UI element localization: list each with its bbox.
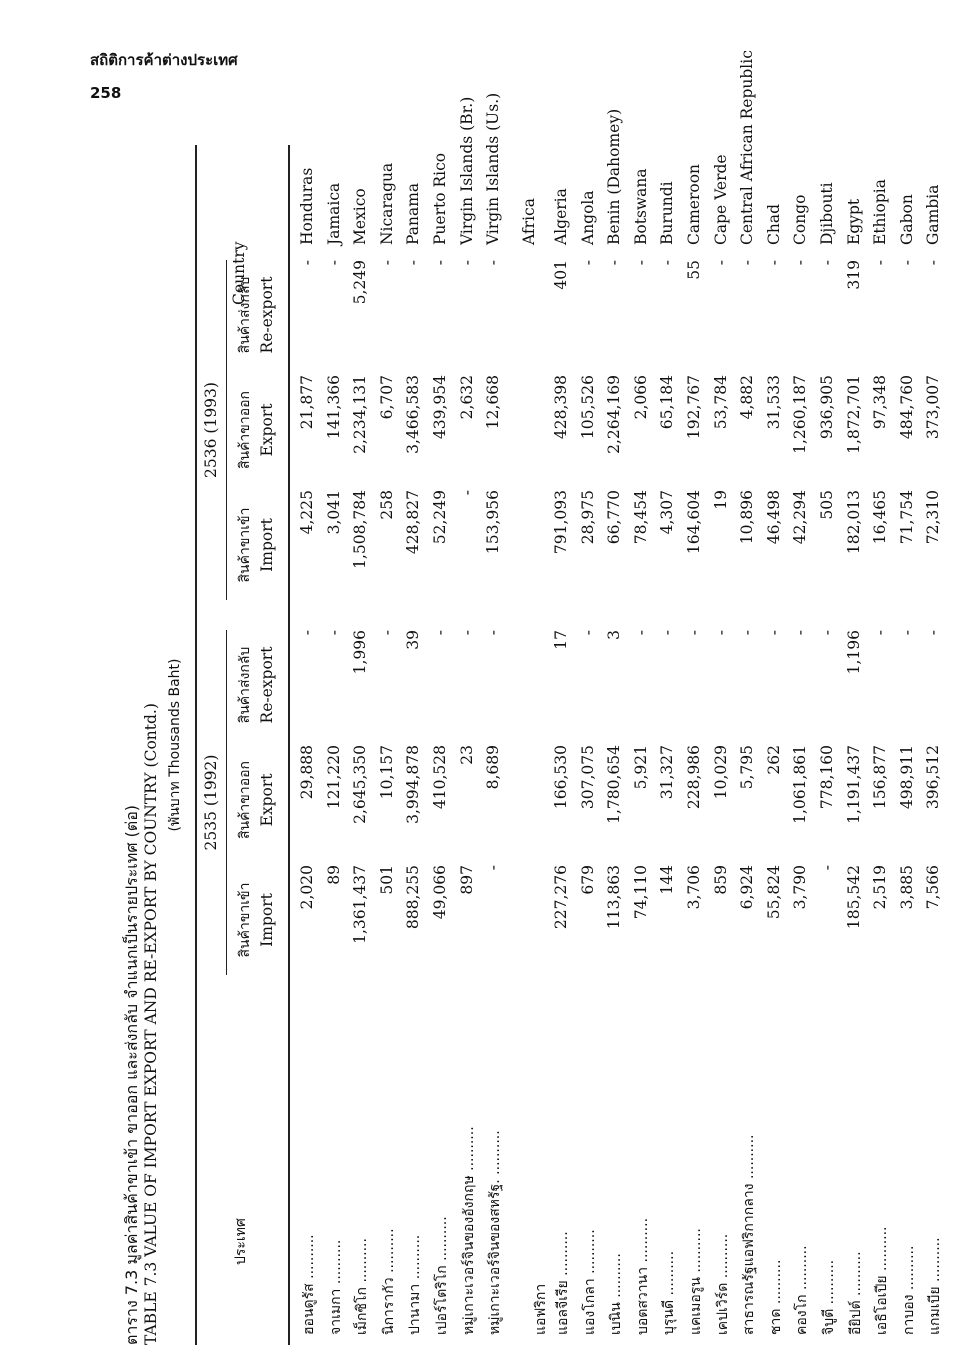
table-cell: - bbox=[377, 260, 396, 266]
country-english-name: Benin (Dahomey) bbox=[605, 108, 624, 245]
table-cell: 1,361,437 bbox=[351, 865, 370, 944]
header-import-thai-1993: สินค้าขาเข้า bbox=[237, 507, 253, 583]
table-cell: 182,013 bbox=[844, 490, 863, 555]
country-thai-name: ชาด .......... bbox=[767, 1259, 784, 1335]
table-cell: 10,896 bbox=[738, 490, 757, 545]
table-cell: 396,512 bbox=[924, 745, 943, 810]
table-cell: - bbox=[685, 630, 703, 636]
table-cell: - bbox=[298, 260, 316, 266]
table-cell: 5,795 bbox=[738, 745, 757, 790]
country-thai-name: หมู่เกาะเวอร์จินของสหรัฐ. .......... bbox=[487, 1130, 504, 1335]
country-thai-name: นิการากัว .......... bbox=[380, 1228, 397, 1335]
table-cell: - bbox=[764, 260, 783, 266]
country-thai-name: แคเมอรูน .......... bbox=[688, 1228, 704, 1335]
table-cell: - bbox=[457, 490, 476, 496]
table-cell: 72,310 bbox=[924, 490, 943, 545]
country-english-name: Cape Verde bbox=[711, 154, 730, 245]
country-thai-name: เคปเวิร์ด .......... bbox=[714, 1233, 731, 1335]
section-africa-thai: แอฟริกา bbox=[533, 1283, 549, 1335]
table-cell: - bbox=[764, 630, 783, 636]
country-english-name: Virgin Islands (Us.) bbox=[484, 92, 503, 245]
rule-1993 bbox=[226, 260, 227, 600]
table-cell: 192,767 bbox=[685, 375, 703, 440]
country-english-name: Mexico bbox=[351, 188, 370, 245]
table-cell: - bbox=[791, 630, 810, 636]
table-cell: 16,465 bbox=[871, 490, 890, 545]
top-rule bbox=[195, 145, 197, 1345]
table-cell: 10,157 bbox=[377, 745, 396, 800]
table-cell: 2,632 bbox=[457, 375, 476, 420]
table-cell: 156,877 bbox=[871, 745, 890, 810]
header-year-1992: 2535 (1992) bbox=[202, 754, 220, 851]
table-cell: 778,160 bbox=[818, 745, 836, 810]
table-cell: - bbox=[897, 260, 916, 266]
table-cell: 31,327 bbox=[658, 745, 677, 800]
table-cell: 3,790 bbox=[791, 865, 810, 910]
header-import-en-1992: Import bbox=[258, 893, 276, 947]
table-cell: 227,276 bbox=[552, 865, 570, 930]
header-import-thai-1992: สินค้าขาเข้า bbox=[237, 882, 253, 958]
table-cell: 23 bbox=[457, 745, 476, 765]
country-thai-name: สาธารณรัฐแอฟริกากลาง .......... bbox=[741, 1134, 758, 1335]
table-cell: 49,066 bbox=[431, 865, 449, 920]
table-cell: 55,824 bbox=[764, 865, 783, 920]
table-cell: 4,307 bbox=[658, 490, 677, 535]
table-cell: 2,519 bbox=[871, 865, 890, 910]
header-export-en-1992: Export bbox=[258, 773, 276, 827]
table-cell: - bbox=[658, 630, 677, 636]
table-cell: 97,348 bbox=[871, 375, 890, 430]
table-cell: 113,863 bbox=[605, 865, 624, 930]
table-cell: 141,366 bbox=[324, 375, 343, 440]
table-cell: - bbox=[324, 630, 343, 636]
table-cell: 936,905 bbox=[818, 375, 836, 440]
table-cell: 28,975 bbox=[578, 490, 597, 545]
table-cell: 2,020 bbox=[298, 865, 316, 910]
table-cell: 144 bbox=[658, 865, 677, 895]
table-cell: 3,041 bbox=[324, 490, 343, 535]
country-english-name: Virgin Islands (Br.) bbox=[457, 96, 476, 245]
table-cell: 859 bbox=[711, 865, 730, 895]
country-english-name: Gabon bbox=[897, 194, 916, 245]
table-cell: - bbox=[605, 260, 624, 266]
table-cell: 52,249 bbox=[431, 490, 449, 545]
table-cell: 3 bbox=[605, 630, 624, 640]
table-cell: 2,264,169 bbox=[605, 375, 624, 454]
country-english-name: Puerto Rico bbox=[431, 152, 449, 245]
table-cell: 410,528 bbox=[431, 745, 449, 810]
table-cell: 17 bbox=[552, 630, 570, 650]
table-cell: - bbox=[298, 630, 316, 636]
table-cell: - bbox=[791, 260, 810, 266]
table-cell: - bbox=[377, 630, 396, 636]
table-cell: 71,754 bbox=[897, 490, 916, 545]
country-english-name: Algeria bbox=[552, 188, 570, 245]
country-thai-name: เอธิโอเปีย .......... bbox=[874, 1226, 891, 1335]
table-cell: 121,220 bbox=[324, 745, 343, 810]
running-title: สถิติการค้าต่างประเทศ bbox=[90, 51, 238, 69]
country-thai-name: แอลจีเรีย .......... bbox=[555, 1231, 571, 1335]
country-thai-name: ฮอนดูรัส .......... bbox=[301, 1234, 317, 1335]
table-cell: 439,954 bbox=[431, 375, 449, 440]
country-english-name: Angola bbox=[578, 190, 597, 245]
header-reexport-en-1992: Re-export bbox=[258, 646, 276, 724]
table-cell: - bbox=[631, 260, 650, 266]
table-cell: - bbox=[578, 630, 597, 636]
country-thai-name: บอตสวานา .......... bbox=[634, 1217, 651, 1335]
table-cell: - bbox=[924, 260, 943, 266]
table-cell: 185,542 bbox=[844, 865, 863, 930]
table-cell: 3,706 bbox=[685, 865, 703, 910]
table-cell: - bbox=[711, 260, 730, 266]
table-cell: 2,066 bbox=[631, 375, 650, 420]
table-cell: 10,029 bbox=[711, 745, 730, 800]
table-cell: 1,996 bbox=[351, 630, 370, 675]
table-cell: - bbox=[897, 630, 916, 636]
table-cell: - bbox=[431, 630, 449, 636]
table-cell: - bbox=[631, 630, 650, 636]
table-cell: 74,110 bbox=[631, 865, 650, 920]
table-cell: 66,770 bbox=[605, 490, 624, 545]
table-cell: - bbox=[457, 630, 476, 636]
country-english-name: Honduras bbox=[298, 167, 316, 245]
table-cell: 307,075 bbox=[578, 745, 597, 810]
table-cell: - bbox=[578, 260, 597, 266]
table-title-thai: ตาราง 7.3 มูลค่าสินค้าขาเข้า ขาออก และส่งกลับ จำแนกเป็นรายประเทศ (ต่อ) bbox=[122, 804, 141, 1345]
table-cell: 888,255 bbox=[404, 865, 423, 930]
table-title-english: TABLE 7.3 VALUE OF IMPORT EXPORT AND RE-EXPORT BY COUNTRY (Contd.) bbox=[142, 703, 160, 1345]
table-cell: 65,184 bbox=[658, 375, 677, 430]
country-thai-name: เม็กซิโก .......... bbox=[354, 1238, 371, 1335]
table-cell: 46,498 bbox=[764, 490, 783, 545]
table-cell: 2,234,131 bbox=[351, 375, 370, 454]
country-english-name: Ethiopia bbox=[871, 179, 890, 245]
table-cell: - bbox=[457, 260, 476, 266]
table-cell: 19 bbox=[711, 490, 730, 510]
country-english-name: Gambia bbox=[924, 184, 943, 245]
table-cell: 6,924 bbox=[738, 865, 757, 910]
table-cell: - bbox=[871, 260, 890, 266]
table-cell: 505 bbox=[818, 490, 836, 520]
page-number: 258 bbox=[90, 84, 122, 102]
header-country-thai: ประเทศ bbox=[233, 1218, 249, 1265]
table-cell: 164,604 bbox=[685, 490, 703, 555]
table-cell: 166,530 bbox=[552, 745, 570, 810]
country-english-name: Egypt bbox=[844, 198, 863, 245]
table-cell: - bbox=[818, 865, 836, 871]
country-english-name: Jamaica bbox=[324, 182, 343, 245]
table-cell: 319 bbox=[844, 260, 863, 290]
table-cell: 3,994,878 bbox=[404, 745, 423, 824]
table-cell: - bbox=[738, 260, 757, 266]
table-cell: 791,093 bbox=[552, 490, 570, 555]
table-cell: 373,007 bbox=[924, 375, 943, 440]
table-cell: 1,196 bbox=[844, 630, 863, 675]
table-cell: 401 bbox=[552, 260, 570, 290]
table-cell: 1,780,654 bbox=[605, 745, 624, 824]
country-english-name: Congo bbox=[791, 194, 810, 245]
table-cell: - bbox=[711, 630, 730, 636]
table-cell: 4,225 bbox=[298, 490, 316, 535]
country-english-name: Central African Republic bbox=[738, 50, 757, 245]
country-thai-name: หมู่เกาะเวอร์จินของอังกฤษ .......... bbox=[460, 1126, 477, 1335]
country-thai-name: แองโกลา .......... bbox=[581, 1229, 598, 1335]
table-cell: - bbox=[484, 865, 503, 871]
table-cell: 7,566 bbox=[924, 865, 943, 910]
table-cell: - bbox=[818, 260, 836, 266]
header-reexport-thai-1993: สินค้าส่งกลับ bbox=[237, 276, 253, 354]
table-cell: 39 bbox=[404, 630, 423, 650]
country-thai-name: เบนิน .......... bbox=[608, 1253, 625, 1335]
table-cell: 29,888 bbox=[298, 745, 316, 800]
table-cell: 498,911 bbox=[897, 745, 916, 810]
table-cell: 12,668 bbox=[484, 375, 503, 430]
country-thai-name: คองโก .......... bbox=[794, 1245, 811, 1335]
table-cell: 4,882 bbox=[738, 375, 757, 420]
table-cell: 3,885 bbox=[897, 865, 916, 910]
table-cell: 3,466,583 bbox=[404, 375, 423, 454]
country-thai-name: จาเมกา .......... bbox=[327, 1239, 344, 1335]
header-export-en-1993: Export bbox=[258, 403, 276, 457]
table-cell: 153,956 bbox=[484, 490, 503, 555]
table-cell: 6,707 bbox=[377, 375, 396, 420]
country-thai-name: กาบอง .......... bbox=[900, 1245, 917, 1335]
header-country-english: Country bbox=[230, 241, 248, 305]
header-rule bbox=[288, 145, 290, 1345]
table-cell: 897 bbox=[457, 865, 476, 895]
table-cell: 78,454 bbox=[631, 490, 650, 545]
rule-1992 bbox=[226, 630, 227, 975]
table-cell: 679 bbox=[578, 865, 597, 895]
table-cell: - bbox=[658, 260, 677, 266]
table-cell: 258 bbox=[377, 490, 396, 520]
table-cell: - bbox=[818, 630, 836, 636]
table-cell: - bbox=[738, 630, 757, 636]
table-cell: 31,533 bbox=[764, 375, 783, 430]
country-thai-name: เปอร์โตริโก .......... bbox=[434, 1216, 450, 1335]
table-cell: - bbox=[871, 630, 890, 636]
table-cell: 1,260,187 bbox=[791, 375, 810, 454]
header-year-1993: 2536 (1993) bbox=[202, 382, 220, 478]
table-cell: 42,294 bbox=[791, 490, 810, 545]
header-reexport-en-1993: Re-export bbox=[258, 276, 276, 354]
table-cell: 228,986 bbox=[685, 745, 703, 810]
table-cell: 5,249 bbox=[351, 260, 370, 305]
country-thai-name: ปานามา .......... bbox=[407, 1234, 424, 1335]
country-thai-name: จิบูตี .......... bbox=[821, 1259, 837, 1335]
table-cell: 8,689 bbox=[484, 745, 503, 790]
header-export-thai-1993: สินค้าขาออก bbox=[237, 390, 253, 470]
header-import-en-1993: Import bbox=[258, 518, 276, 572]
table-cell: 1,191,437 bbox=[844, 745, 863, 824]
table-cell: - bbox=[324, 260, 343, 266]
table-cell: - bbox=[484, 630, 503, 636]
country-english-name: Panama bbox=[404, 182, 423, 245]
table-cell: - bbox=[924, 630, 943, 636]
table-cell: 501 bbox=[377, 865, 396, 895]
table-cell: 2,645,350 bbox=[351, 745, 370, 824]
table-cell: - bbox=[431, 260, 449, 266]
table-cell: - bbox=[404, 260, 423, 266]
table-cell: 55 bbox=[685, 260, 703, 280]
country-english-name: Burundi bbox=[658, 181, 677, 245]
header-reexport-thai-1992: สินค้าส่งกลับ bbox=[237, 646, 253, 724]
table-cell: 53,784 bbox=[711, 375, 730, 430]
table-cell: - bbox=[484, 260, 503, 266]
table-cell: 21,877 bbox=[298, 375, 316, 430]
table-cell: 262 bbox=[764, 745, 783, 775]
table-cell: 89 bbox=[324, 865, 343, 885]
country-english-name: Djibouti bbox=[818, 182, 836, 245]
country-thai-name: อียิปต์ .......... bbox=[847, 1251, 864, 1335]
country-english-name: Chad bbox=[764, 203, 783, 245]
country-english-name: Cameroon bbox=[685, 163, 703, 245]
header-export-thai-1992: สินค้าขาออก bbox=[237, 760, 253, 840]
table-cell: 428,398 bbox=[552, 375, 570, 440]
table-cell: 1,508,784 bbox=[351, 490, 370, 569]
table-cell: 1,061,861 bbox=[791, 745, 810, 824]
country-english-name: Botswana bbox=[631, 168, 650, 245]
table-cell: 105,526 bbox=[578, 375, 597, 440]
table-cell: 428,827 bbox=[404, 490, 423, 555]
country-thai-name: บุรุนดี .......... bbox=[661, 1250, 678, 1335]
table-cell: 1,872,701 bbox=[844, 375, 863, 454]
country-thai-name: แกมเบีย .......... bbox=[927, 1237, 944, 1335]
country-english-name: Nicaragua bbox=[377, 162, 396, 245]
table-unit: (พันบาท Thousands Baht) bbox=[167, 658, 183, 832]
table-cell: 484,760 bbox=[897, 375, 916, 440]
section-africa-english: Africa bbox=[520, 198, 538, 245]
table-cell: 5,921 bbox=[631, 745, 650, 790]
